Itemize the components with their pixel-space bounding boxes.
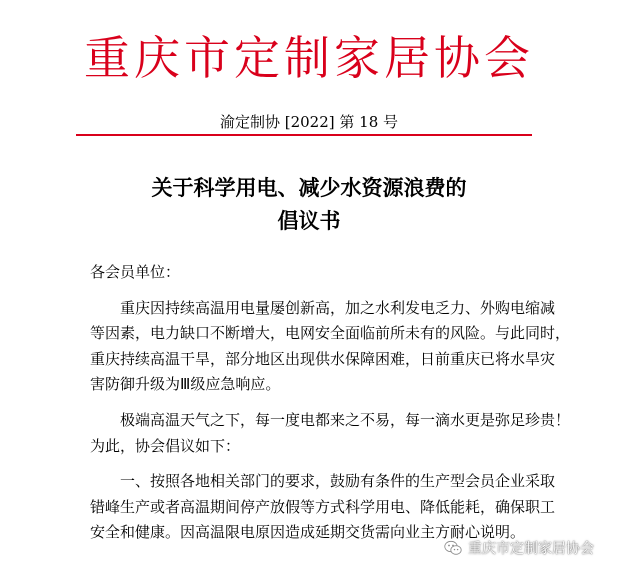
title-line-1: 关于科学用电、减少水资源浪费的 [151,176,467,200]
document-number: 渝定制协 [2022] 第 18 号 [219,113,399,131]
title-line-2: 倡议书 [277,209,341,233]
red-divider [76,134,532,136]
salutation: 各会员单位： [90,263,181,281]
org-name-header: 重庆市定制家居协会 [84,31,534,85]
document-body [90,260,571,546]
wechat-icon [444,540,462,556]
paragraph-3-line-1: 一、按照各地相关部门的要求，鼓励有条件的生产型会员企业采取 [120,472,556,491]
wechat-watermark [444,537,594,559]
document-title [0,172,618,238]
paragraph-1-line-3: 重庆持续高温干旱，部分地区出现供水保障困难，日前重庆已将水旱灾 [90,349,556,368]
paragraph-2-line-1: 极端高温天气之下，每一度电都来之不易，每一滴水更是弥足珍贵！ [120,410,571,429]
paragraph-3-line-3: 安全和健康。因高温限电原因造成延期交货需向业主方耐心说明。 [90,523,526,542]
paragraph-1-line-4: 害防御升级为Ⅲ级应急响应。 [90,375,281,394]
paragraph-1-line-1: 重庆因持续高温用电量屡创新高，加之水利发电乏力、外购电缩减 [120,298,556,317]
paragraph-1-line-2: 等因素，电力缺口不断增大，电网安全面临前所未有的风险。与此同时， [90,324,571,343]
paragraph-2-line-2: 为此，协会倡议如下： [90,436,241,455]
paragraph-3-line-2: 错峰生产或者高温期间停产放假等方式科学用电、降低能耗，确保职工 [90,497,556,516]
watermark-text: 重庆市定制家居协会 [468,541,594,557]
